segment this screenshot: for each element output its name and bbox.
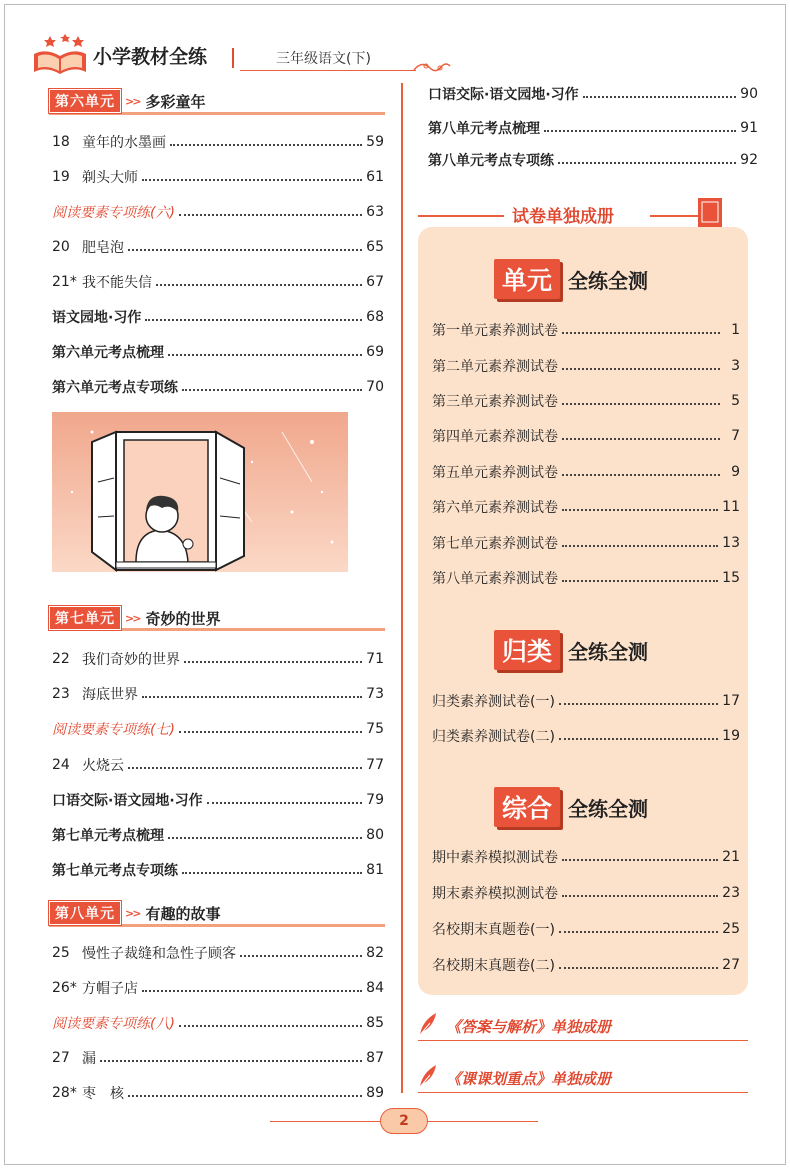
toc-row[interactable]	[52, 1082, 384, 1104]
unit6-heading	[49, 90, 205, 112]
leader-dots	[583, 96, 737, 98]
lesson-title: 火烧云	[82, 758, 124, 774]
header-divider	[232, 48, 234, 68]
leader-dots	[142, 179, 362, 181]
page-number: 82	[366, 945, 384, 961]
lesson-title: 我不能失信	[82, 275, 152, 291]
unit7-title: 奇妙的世界	[145, 609, 221, 628]
page-number: 13	[722, 535, 740, 551]
leader-dots	[562, 895, 718, 897]
leader-dots	[562, 403, 720, 405]
leader-dots	[142, 696, 362, 698]
toc-row[interactable]	[432, 690, 740, 712]
toc-row[interactable]	[432, 355, 740, 377]
lesson-title: 语文园地·习作	[52, 310, 142, 326]
page-number: 80	[366, 827, 384, 843]
toc-row[interactable]	[432, 567, 740, 589]
toc-row[interactable]	[432, 461, 740, 483]
lesson-title: 第八单元素养测试卷	[432, 571, 558, 587]
section-badge: 单元	[494, 259, 560, 299]
quill-pen-icon	[418, 1063, 440, 1093]
section-unit-tests-heading	[494, 259, 648, 299]
page-number: 21	[722, 849, 740, 865]
lesson-title: 海底世界	[82, 687, 138, 703]
leader-dots	[168, 354, 362, 356]
unit7-badge: 第七单元	[49, 606, 121, 630]
section-label: 全练全测	[568, 796, 649, 821]
lesson-title: 期末素养模拟测试卷	[432, 886, 558, 902]
lesson-title: 肥皂泡	[82, 240, 124, 256]
leader-dots	[562, 545, 718, 547]
lesson-title: 阅读要素专项练(七)	[52, 722, 175, 738]
unit6-title: 多彩童年	[145, 92, 206, 111]
leader-dots	[559, 931, 718, 933]
toc-row[interactable]	[52, 859, 384, 881]
lesson-title: 第七单元素养测试卷	[432, 536, 558, 552]
toc-row[interactable]	[52, 341, 384, 363]
lesson-title: 第六单元考点梳理	[52, 345, 164, 361]
lesson-title: 第一单元素养测试卷	[432, 323, 558, 339]
page-number-badge: 2	[380, 1108, 428, 1134]
page-number: 9	[731, 464, 740, 480]
toc-row[interactable]	[52, 236, 384, 258]
page-number: 19	[722, 728, 740, 744]
boy-at-window-illustration	[52, 412, 348, 584]
toc-row[interactable]	[52, 754, 384, 776]
leader-dots	[207, 802, 363, 804]
lesson-title: 归类素养测试卷(一)	[432, 694, 555, 710]
section-badge: 归类	[494, 630, 560, 670]
lesson-title: 第六单元考点专项练	[52, 380, 178, 396]
lesson-title: 童年的水墨画	[82, 135, 166, 151]
page-number: 5	[731, 393, 740, 409]
toc-row[interactable]	[52, 271, 384, 293]
leader-dots	[562, 509, 718, 511]
section-comprehensive-tests-heading	[494, 787, 648, 827]
test-papers-panel	[418, 227, 748, 995]
lesson-number: 25	[52, 945, 70, 961]
leader-dots	[559, 703, 718, 705]
leader-dots	[558, 162, 736, 164]
page-number: 59	[366, 134, 384, 150]
lesson-title: 第七单元考点梳理	[52, 828, 164, 844]
lesson-title: 第六单元素养测试卷	[432, 500, 558, 516]
page-number: 1	[731, 322, 740, 338]
leader-dots	[182, 389, 362, 391]
leader-dots	[559, 738, 718, 740]
chevron-right-icon: >>	[125, 611, 140, 625]
leader-dots	[562, 368, 720, 370]
toc-row[interactable]	[432, 725, 740, 747]
toc-row[interactable]	[52, 166, 384, 188]
lesson-number: 26*	[52, 980, 77, 996]
page-number: 90	[740, 86, 758, 102]
page-number: 84	[366, 980, 384, 996]
leader-dots	[562, 438, 720, 440]
lesson-number: 28*	[52, 1085, 77, 1101]
page-number: 27	[722, 957, 740, 973]
toc-row[interactable]	[432, 882, 740, 904]
note-underline	[418, 1092, 748, 1093]
toc-row[interactable]	[428, 149, 758, 171]
section-category-tests-heading	[494, 630, 648, 670]
unit8-title: 有趣的故事	[145, 904, 221, 923]
lesson-title: 第八单元考点专项练	[428, 153, 554, 169]
toc-row[interactable]	[52, 789, 384, 811]
toc-row[interactable]	[432, 496, 740, 518]
page-number: 91	[740, 120, 758, 136]
toc-row[interactable]	[428, 83, 758, 105]
header-subtitle: 三年级语文(下)	[276, 51, 371, 67]
lesson-title: 方帽子店	[82, 981, 138, 997]
page-number: 25	[722, 921, 740, 937]
swirl-ornament-icon	[412, 58, 452, 82]
toc-row[interactable]	[52, 376, 384, 398]
banner-line-left	[418, 215, 504, 217]
page-number: 85	[366, 1015, 384, 1031]
answers-booklet-note	[418, 1011, 611, 1041]
page-number: 63	[366, 204, 384, 220]
note-text: 《课课划重点》单独成册	[446, 1069, 612, 1088]
toc-row[interactable]	[432, 846, 740, 868]
lesson-title: 阅读要素专项练(六)	[52, 205, 175, 221]
page-number: 77	[366, 757, 384, 773]
page-number: 65	[366, 239, 384, 255]
leader-dots	[179, 214, 362, 216]
leader-dots	[179, 731, 362, 733]
toc-row[interactable]	[52, 718, 384, 740]
lesson-title: 我们奇妙的世界	[82, 652, 180, 668]
chevron-right-icon: >>	[125, 94, 140, 108]
lesson-title: 第五单元素养测试卷	[432, 465, 558, 481]
lesson-title: 期中素养模拟测试卷	[432, 850, 558, 866]
leader-dots	[179, 1025, 362, 1027]
lesson-number: 18	[52, 134, 70, 150]
page-number: 71	[366, 651, 384, 667]
lesson-title: 归类素养测试卷(二)	[432, 729, 555, 745]
page-number: 68	[366, 309, 384, 325]
lesson-number: 20	[52, 239, 70, 255]
page-number: 15	[722, 570, 740, 586]
leader-dots	[145, 319, 362, 321]
note-text: 《答案与解析》单独成册	[446, 1017, 612, 1036]
page-number: 17	[722, 693, 740, 709]
leader-dots	[156, 284, 362, 286]
lesson-number: 22	[52, 651, 70, 667]
leader-dots	[562, 859, 718, 861]
page-number: 73	[366, 686, 384, 702]
leader-dots	[142, 990, 362, 992]
toc-row[interactable]	[52, 131, 384, 153]
page-number: 87	[366, 1050, 384, 1066]
unit8-heading	[49, 902, 220, 924]
toc-row[interactable]	[52, 1047, 384, 1069]
header-title: 小学教材全练	[93, 46, 208, 68]
lesson-number: 23	[52, 686, 70, 702]
page-number: 81	[366, 862, 384, 878]
leader-dots	[562, 474, 720, 476]
lesson-title: 第二单元素养测试卷	[432, 359, 558, 375]
lesson-number: 19	[52, 169, 70, 185]
toc-row[interactable]	[432, 390, 740, 412]
lesson-number: 24	[52, 757, 70, 773]
lesson-number: 27	[52, 1050, 70, 1066]
leader-dots	[562, 332, 720, 334]
leader-dots	[128, 249, 362, 251]
banner-line-right	[650, 215, 698, 217]
page-number: 11	[722, 499, 740, 515]
note-underline	[418, 1040, 748, 1041]
lesson-title: 名校期末真题卷(二)	[432, 958, 555, 974]
toc-row[interactable]	[432, 954, 740, 976]
book-logo-icon	[30, 34, 90, 80]
page-number: 23	[722, 885, 740, 901]
leader-dots	[184, 661, 362, 663]
toc-row[interactable]	[432, 918, 740, 940]
section-badge: 综合	[494, 787, 560, 827]
toc-row[interactable]	[52, 306, 384, 328]
leader-dots	[100, 1060, 362, 1062]
toc-row[interactable]	[52, 977, 384, 999]
leader-dots	[182, 872, 362, 874]
unit6-badge: 第六单元	[49, 89, 121, 113]
leader-dots	[170, 144, 362, 146]
lesson-title: 第七单元考点专项练	[52, 863, 178, 879]
leader-dots	[240, 955, 362, 957]
banner-label: 试卷单独成册	[512, 207, 614, 227]
lesson-title: 口语交际·语文园地·习作	[428, 87, 579, 103]
toc-row[interactable]	[52, 648, 384, 670]
toc-row[interactable]	[52, 683, 384, 705]
page-number: 75	[366, 721, 384, 737]
page-number: 61	[366, 169, 384, 185]
lesson-title: 漏	[82, 1051, 96, 1067]
leader-dots	[544, 130, 736, 132]
key-points-booklet-note	[418, 1063, 611, 1093]
lesson-title: 慢性子裁缝和急性子顾客	[82, 946, 236, 962]
page-number: 7	[731, 428, 740, 444]
unit8-badge: 第八单元	[49, 901, 121, 925]
page-number: 69	[366, 344, 384, 360]
chevron-right-icon: >>	[125, 906, 140, 920]
page-number: 92	[740, 152, 758, 168]
leader-dots	[559, 967, 718, 969]
leader-dots	[562, 580, 718, 582]
leader-dots	[128, 1095, 362, 1097]
toc-row[interactable]	[52, 201, 384, 223]
lesson-title: 第四单元素养测试卷	[432, 429, 558, 445]
quill-pen-icon	[418, 1011, 440, 1041]
lesson-title: 口语交际·语文园地·习作	[52, 793, 203, 809]
lesson-title: 第八单元考点梳理	[428, 121, 540, 137]
lesson-title: 名校期末真题卷(一)	[432, 922, 555, 938]
page-number: 70	[366, 379, 384, 395]
toc-row[interactable]	[52, 942, 384, 964]
toc-row[interactable]	[432, 425, 740, 447]
leader-dots	[168, 837, 362, 839]
section-label: 全练全测	[568, 268, 649, 293]
toc-row[interactable]	[428, 117, 758, 139]
toc-row[interactable]	[52, 824, 384, 846]
toc-row[interactable]	[432, 319, 740, 341]
footer-line-left	[270, 1121, 380, 1122]
leader-dots	[128, 767, 362, 769]
toc-row[interactable]	[432, 532, 740, 554]
lesson-number: 21*	[52, 274, 77, 290]
lesson-title: 剃头大师	[82, 170, 138, 186]
lesson-title: 第三单元素养测试卷	[432, 394, 558, 410]
lesson-title: 枣 核	[82, 1086, 124, 1102]
section-label: 全练全测	[568, 639, 649, 664]
lesson-title: 阅读要素专项练(八)	[52, 1016, 175, 1032]
unit7-heading	[49, 607, 220, 629]
page-number: 79	[366, 792, 384, 808]
footer-line-right	[428, 1121, 538, 1122]
header-underline	[240, 70, 416, 71]
page-number: 3	[731, 358, 740, 374]
column-divider	[401, 83, 403, 1093]
toc-row[interactable]	[52, 1012, 384, 1034]
page-number: 89	[366, 1085, 384, 1101]
page-number: 67	[366, 274, 384, 290]
